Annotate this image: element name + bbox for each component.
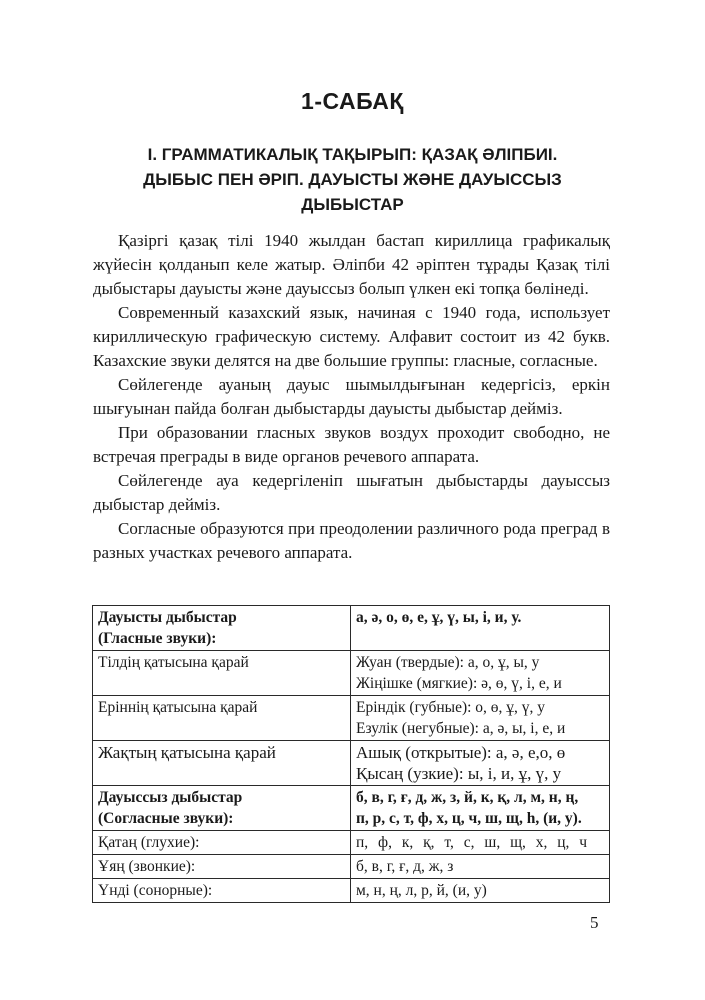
sounds-table: [92, 605, 610, 903]
jaw-open: Ашық (открытые): а, ә, е,о, ө: [356, 743, 566, 762]
paragraph-russian-alphabet: Современный казахский язык, начиная с 1940 года, использует кириллическую графическую систему. Алфавит состоит из 42 букв. Казахские звуки делятся на две большие группы: гласные, согласные.: [93, 303, 610, 370]
jaw-label: Жақтың қатысына қарай: [93, 741, 351, 786]
lips-values: [351, 696, 610, 741]
topic-line-1: І. ГРАММАТИКАЛЫҚ ТАҚЫРЫП: ҚАЗАҚ ӘЛІПБИІ.: [147, 145, 558, 164]
jaw-narrow: Қысаң (узкие): ы, і, и, ұ, ү, у: [356, 764, 562, 783]
table-row-consonants-header: [93, 786, 610, 831]
vowels-header-cell: [93, 606, 351, 651]
body-text: [93, 229, 610, 565]
voiced-label: Ұяң (звонкие):: [93, 855, 351, 879]
vowels-letters: а, ә, о, ө, е, ұ, ү, ы, і, и, у.: [356, 609, 522, 626]
table-row-vowels-header: [93, 606, 610, 651]
voiceless-letters: п, ф, к, қ, т, с, ш, щ, х, ц, ч: [351, 831, 610, 855]
paragraph-kazakh-alphabet: Қазіргі қазақ тілі 1940 жылдан бастап кириллица графикалық жүйесін қолданып келе жатыр. Әліпби 42 әріптен тұрады Қазақ тілі дыбыстары дауысты және дауыссыз болып үлкен екі топқа бөлінеді.: [93, 231, 610, 298]
tongue-label: Тілдің қатысына қарай: [93, 651, 351, 696]
voiceless-label: Қатаң (глухие):: [93, 831, 351, 855]
table-row-voiceless: [93, 831, 610, 855]
consonants-letters-2: п, р, с, т, ф, х, ц, ч, ш, щ, һ, (и, у).: [356, 810, 582, 827]
lips-rounded: Еріндік (губные): о, ө, ұ, ү, у: [356, 699, 546, 716]
voiced-letters: б, в, г, ғ, д, ж, з: [351, 855, 610, 879]
table-row-sonorant: [93, 879, 610, 903]
tongue-hard: Жуан (твердые): а, о, ұ, ы, у: [356, 654, 540, 671]
paragraph-russian-consonants: Согласные образуются при преодолении различного рода преград в разных участках речевого аппарата.: [93, 519, 610, 562]
lips-label: Еріннің қатысына қарай: [93, 696, 351, 741]
vowels-letters-cell: [351, 606, 610, 651]
topic-line-3: ДЫБЫСТАР: [301, 195, 404, 214]
sonorant-letters: м, н, ң, л, р, й, (и, у): [351, 879, 610, 903]
vowels-header-line-1: Дауысты дыбыстар: [98, 609, 237, 626]
jaw-values: [351, 741, 610, 786]
sonorant-label: Үнді (сонорные):: [93, 879, 351, 903]
topic-line-2: ДЫБЫС ПЕН ӘРІП. ДАУЫСТЫ ЖӘНЕ ДАУЫССЫЗ: [143, 170, 562, 189]
consonants-header-line-2: (Согласные звуки):: [98, 810, 234, 827]
consonants-header-line-1: Дауыссыз дыбыстар: [98, 789, 243, 806]
consonants-header-cell: [93, 786, 351, 831]
vowels-header-line-2: (Гласные звуки):: [98, 630, 217, 647]
page-number: 5: [590, 913, 599, 932]
table-row-voiced: [93, 855, 610, 879]
table-row-jaw: [93, 741, 610, 786]
consonants-letters-cell: [351, 786, 610, 831]
topic-heading: [100, 142, 605, 217]
table-row-lips: [93, 696, 610, 741]
consonants-letters-1: б, в, г, ғ, д, ж, з, й, к, қ, л, м, н, ң,: [356, 789, 579, 806]
tongue-values: [351, 651, 610, 696]
tongue-soft: Жіңішке (мягкие): ә, ө, ү, і, е, и: [356, 675, 562, 692]
lesson-title: 1-САБАҚ: [301, 88, 404, 114]
paragraph-kazakh-consonants: Сөйлегенде ауа кедергіленіп шығатын дыбыстарды дауыссыз дыбыстар дейміз.: [93, 471, 610, 514]
paragraph-kazakh-vowels: Сөйлегенде ауаның дауыс шымылдығынан кедергісіз, еркін шығуынан пайда болған дыбыстарды дауысты дыбыстар дейміз.: [93, 375, 610, 418]
table-row-tongue: [93, 651, 610, 696]
paragraph-russian-vowels: При образовании гласных звуков воздух проходит свободно, не встречая преграды в виде органов речевого аппарата.: [93, 423, 610, 466]
lips-unrounded: Езулік (негубные): а, ә, ы, і, е, и: [356, 720, 566, 737]
